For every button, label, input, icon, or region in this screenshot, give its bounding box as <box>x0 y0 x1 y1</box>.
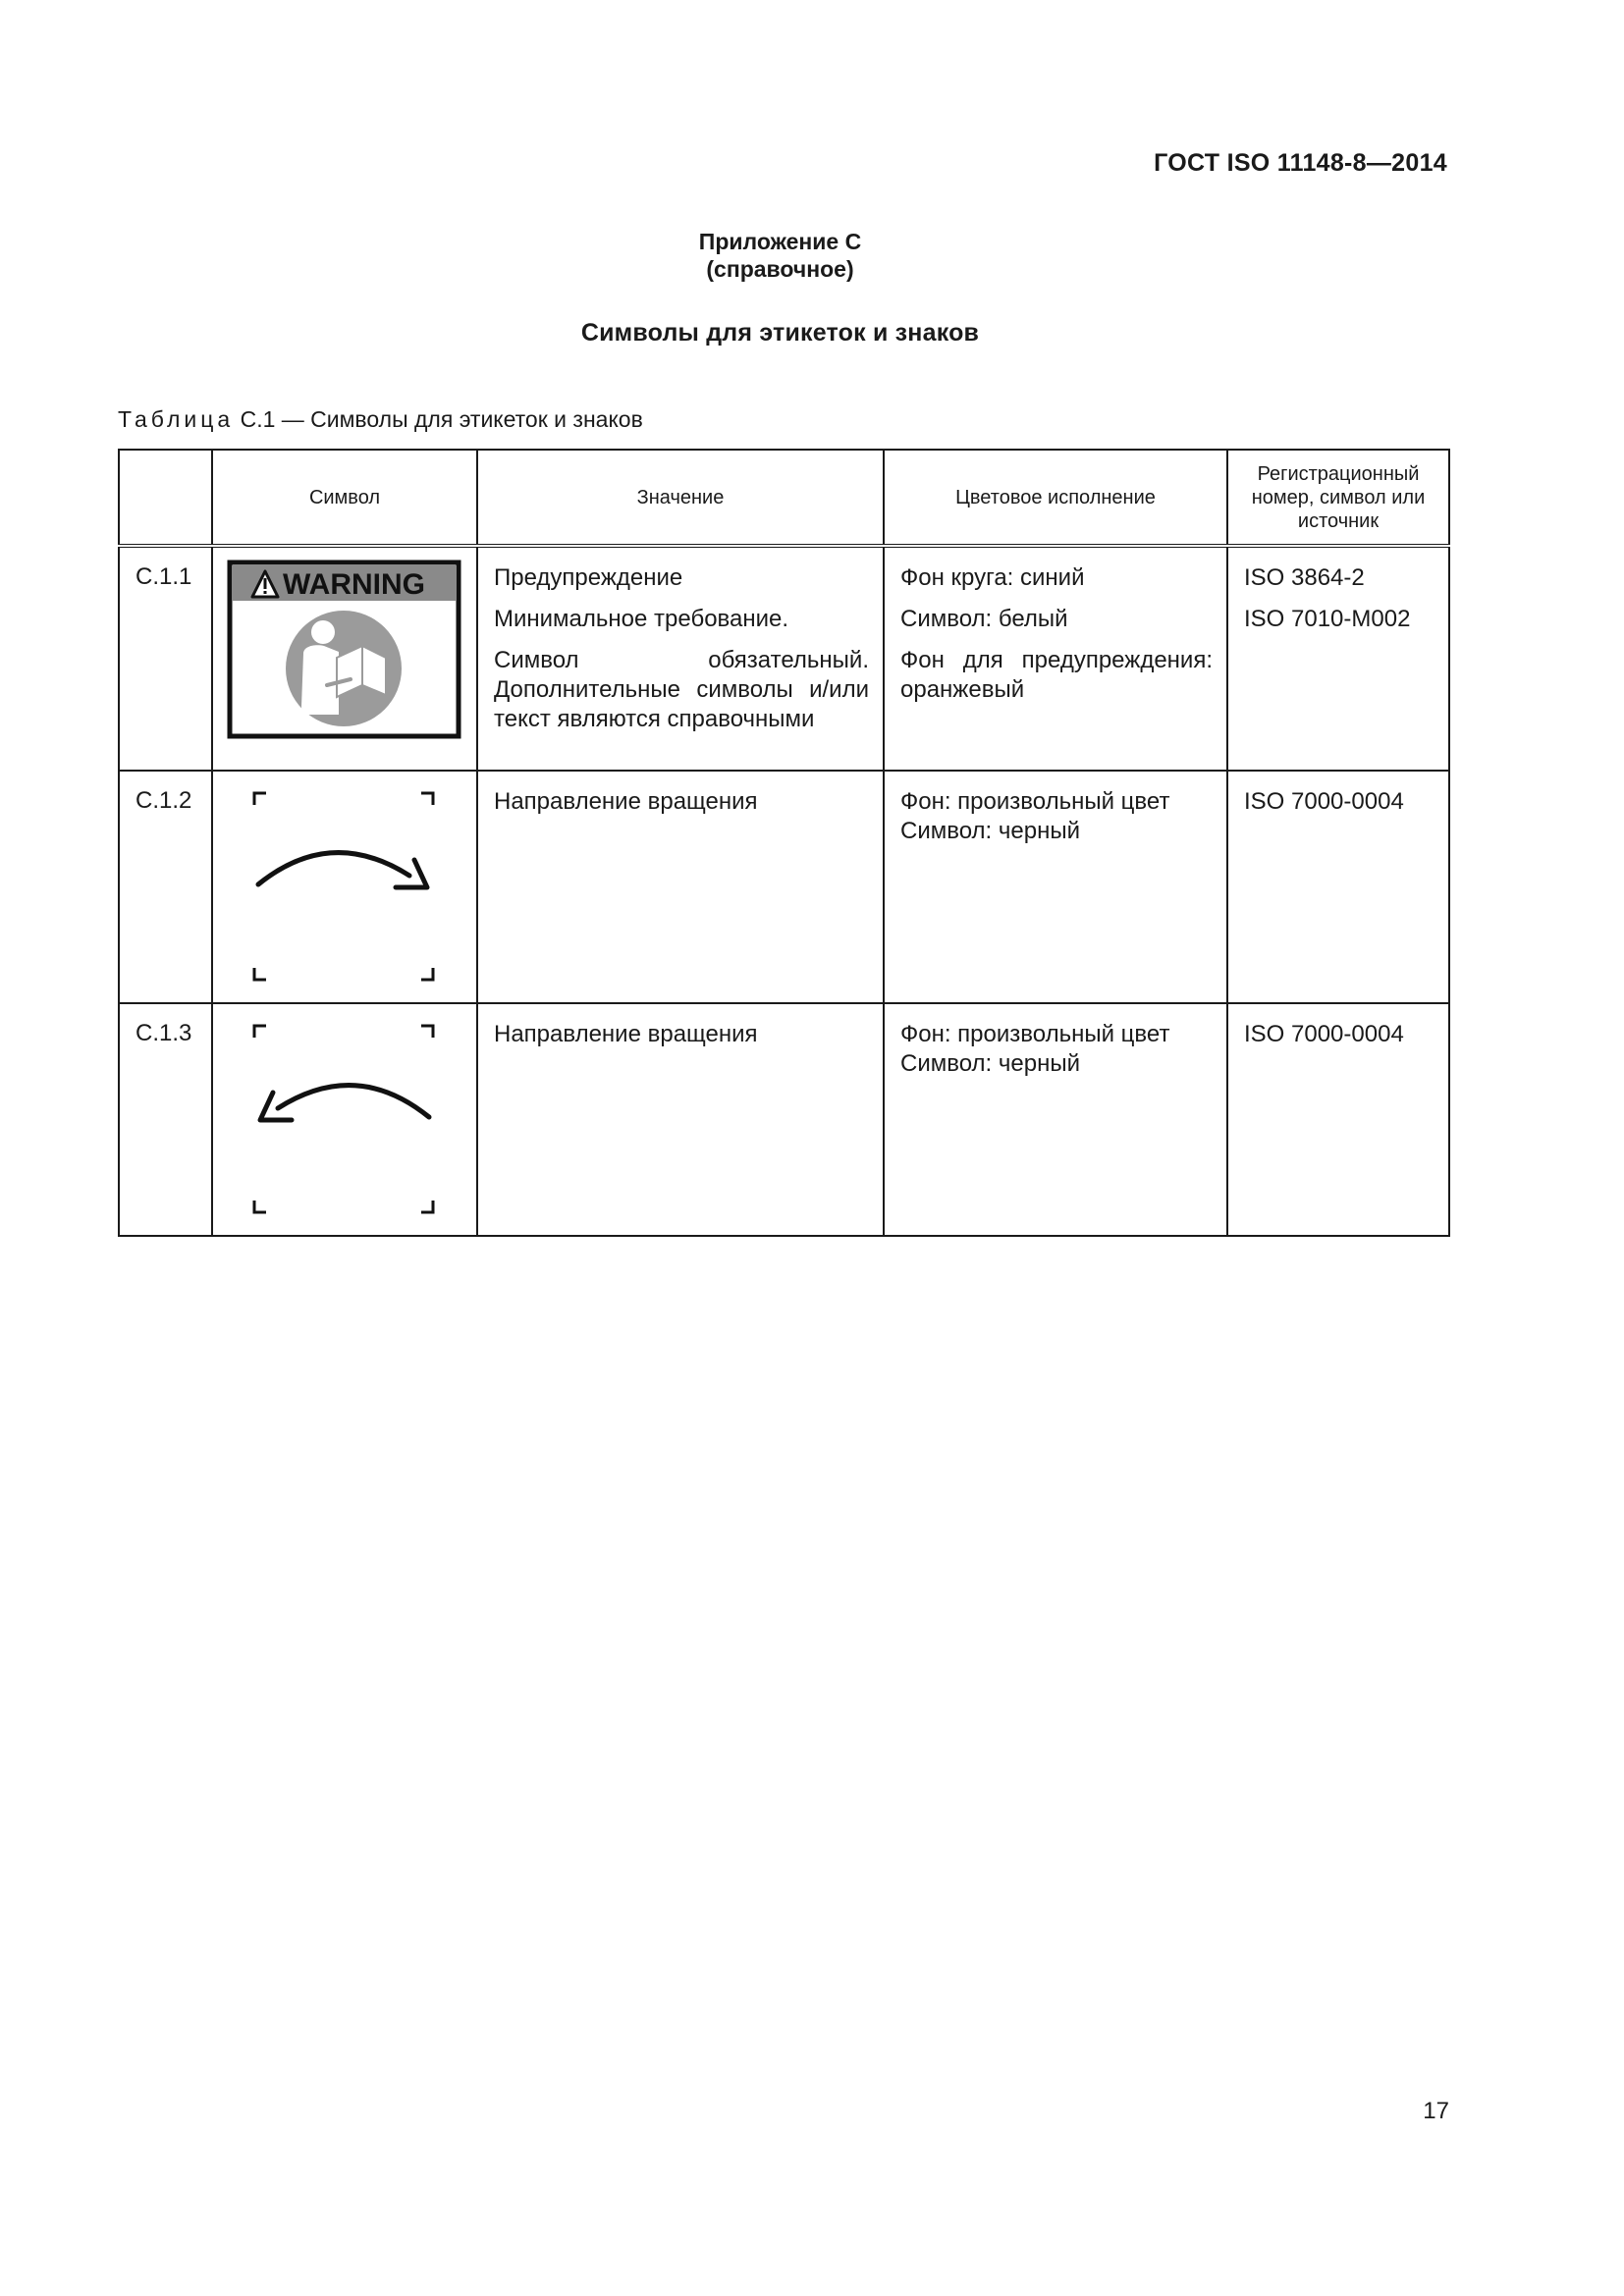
symbol-cell <box>212 1003 477 1236</box>
color-cell <box>884 1003 1227 1236</box>
column-header-source-text: Регистрационный номер, символ или источник <box>1251 462 1426 532</box>
color-line: Фон: произвольный цвет <box>900 1021 1170 1047</box>
color-cell <box>884 771 1227 1003</box>
source-line: ISO 7000-0004 <box>1244 788 1404 815</box>
row-number-cell <box>119 1003 212 1236</box>
color-line: Фон: произвольный цвет <box>900 788 1170 815</box>
appendix-subtitle: (справочное) <box>706 256 854 282</box>
row-number-cell <box>119 546 212 771</box>
column-header-meaning: Значение <box>477 450 884 546</box>
source-cell <box>1227 1003 1449 1236</box>
source-line: ISO 7010-M002 <box>1244 606 1411 632</box>
table-caption <box>118 406 643 433</box>
source-line: ISO 3864-2 <box>1244 564 1365 591</box>
meaning-line: Направление вращения <box>494 1021 758 1047</box>
column-header-symbol: Символ <box>212 450 477 546</box>
meaning-line: Минимальное требование. <box>494 606 789 632</box>
warning-sign <box>213 548 474 770</box>
table-row <box>119 546 1449 771</box>
row-number: С.1.1 <box>135 563 192 590</box>
column-header-source <box>1227 450 1449 546</box>
table-caption-text: С.1 — Символы для этикеток и знаков <box>234 406 643 432</box>
source-cell <box>1227 546 1449 771</box>
warning-label: WARNING <box>283 568 425 601</box>
rotation-arrowhead <box>260 1093 292 1120</box>
appendix-title-block <box>0 228 1560 283</box>
rotation-clockwise-icon <box>213 772 474 1002</box>
read-manual-icon <box>286 611 402 726</box>
color-line: Символ: черный <box>900 1050 1080 1077</box>
table-row <box>119 1003 1449 1236</box>
color-line: Фон для предупреждения: оранжевый <box>900 647 1213 703</box>
symbol-cell <box>212 771 477 1003</box>
column-header-color: Цветовое исполнение <box>884 450 1227 546</box>
appendix-title: Приложение С <box>698 229 862 254</box>
table-row <box>119 771 1449 1003</box>
color-cell <box>884 546 1227 771</box>
annex-heading: Символы для этикеток и знаков <box>580 319 980 347</box>
standard-code: ГОСТ ISO 11148-8—2014 <box>1154 149 1447 177</box>
source-cell <box>1227 771 1449 1003</box>
meaning-cell <box>477 771 884 1003</box>
source-line: ISO 7000-0004 <box>1244 1021 1404 1047</box>
meaning-line: Направление вращения <box>494 788 758 815</box>
rotation-arrowhead <box>396 860 427 887</box>
meaning-cell <box>477 546 884 771</box>
meaning-line: Символ обязательный. Дополнительные символы и/или текст являются справочными <box>494 647 869 732</box>
symbols-table <box>118 449 1450 1237</box>
table-header-row <box>119 450 1449 546</box>
page-number: 17 <box>1423 2098 1449 2124</box>
color-line: Фон круга: синий <box>900 564 1085 591</box>
color-line: Символ: черный <box>900 818 1080 844</box>
row-number: С.1.2 <box>135 787 192 814</box>
rotation-counterclockwise-icon <box>213 1004 474 1235</box>
column-header-number <box>119 450 212 546</box>
row-number-cell <box>119 771 212 1003</box>
color-line: Символ: белый <box>900 606 1068 632</box>
meaning-line: Предупреждение <box>494 564 683 591</box>
table-caption-word: Таблица <box>118 406 235 432</box>
meaning-cell <box>477 1003 884 1236</box>
row-number: С.1.3 <box>135 1020 192 1046</box>
symbol-cell <box>212 546 477 771</box>
rotation-arc <box>278 1086 429 1117</box>
rotation-arc <box>258 853 409 884</box>
